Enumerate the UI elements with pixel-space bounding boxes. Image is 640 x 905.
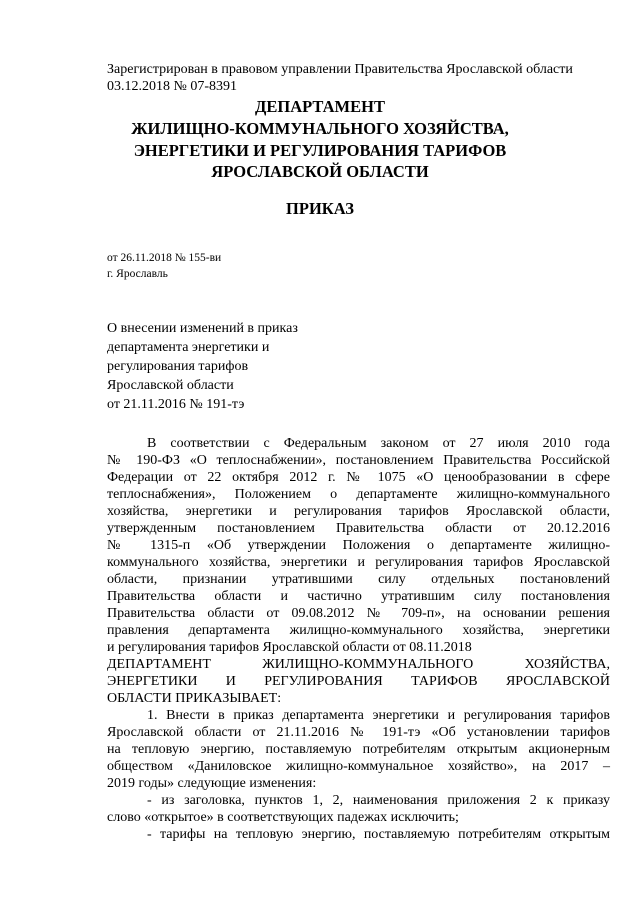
document-title: ПРИКАЗ [286,199,354,218]
body-line: коммунального хозяйства, энергетики и регулирования тарифов Ярославской [107,555,610,570]
body-line: № 1315-п «Об утверждении Положения о департаменте жилищно- [107,538,610,553]
body-line: слово «открытое» в соответствующих падежах исключить; [107,810,459,825]
body-line: Ярославской области от 21.11.2016 № 191-тэ «Об установлении тарифов [107,725,610,740]
registration-line-1: Зарегистрирован в правовом управлении Правительства Ярославской области [107,62,573,77]
body-line: Правительства области и частично утратившим силу постановления [107,589,610,604]
subject-line-5: от 21.11.2016 № 191-тэ [107,397,245,412]
subject-line-1: О внесении изменений в приказ [107,321,298,336]
subject-line-3: регулирования тарифов [107,359,249,374]
body-line: хозяйства, энергетики и регулирования тарифов Ярославской области, [107,504,610,519]
body-line: № 190-ФЗ «О теплоснабжении», постановлением Правительства Российской [107,453,610,468]
body-line: - из заголовка, пунктов 1, 2, наименования приложения 2 к приказу [147,793,610,808]
body-line: Федерации от 22 октября 2012 г. № 1075 «О ценообразовании в сфере [107,470,610,485]
body-line: 1. Внести в приказ департамента энергетики и регулирования тарифов [147,708,610,723]
body-line: ОБЛАСТИ ПРИКАЗЫВАЕТ: [107,691,282,706]
department-header-line-4: ЯРОСЛАВСКОЙ ОБЛАСТИ [211,162,429,181]
document-city: г. Ярославль [107,268,168,280]
registration-line-2: 03.12.2018 № 07-8391 [107,79,238,94]
body-line: и регулирования тарифов Ярославской области от 08.11.2018 [107,640,472,655]
body-line: области, признании утратившими силу отдельных постановлений [107,572,610,587]
body-line: обществом «Даниловское жилищно-коммунальное хозяйство», на 2017 – [107,759,610,774]
body-line: В соответствии с Федеральным законом от 27 июля 2010 года [147,436,610,451]
document-date: от 26.11.2018 № 155-ви [107,252,222,264]
body-line: - тарифы на тепловую энергию, поставляемую потребителям открытым [147,827,610,842]
department-header-line-3: ЭНЕРГЕТИКИ И РЕГУЛИРОВАНИЯ ТАРИФОВ [133,141,507,160]
body-line: 2019 годы» следующие изменения: [107,776,317,791]
subject-line-4: Ярославской области [107,378,234,393]
body-line: теплоснабжения», Положением о департаменте жилищно-коммунального [107,487,610,502]
subject-line-2: департамента энергетики и [107,340,270,355]
body-line: утвержденным постановлением Правительства области от 20.12.2016 [107,521,610,536]
body-line: ЭНЕРГЕТИКИ И РЕГУЛИРОВАНИЯ ТАРИФОВ ЯРОСЛАВСКОЙ [107,674,610,689]
body-line: правления департамента жилищно-коммунального хозяйства, энергетики [107,623,610,638]
body-line: ДЕПАРТАМЕНТ ЖИЛИЩНО-КОММУНАЛЬНОГО ХОЗЯЙСТВА, [107,657,610,672]
department-header-line-2: ЖИЛИЩНО-КОММУНАЛЬНОГО ХОЗЯЙСТВА, [131,119,509,138]
department-header-line-1: ДЕПАРТАМЕНТ [255,97,385,116]
body-line: на тепловую энергию, поставляемую потребителям открытым акционерным [107,742,610,757]
body-line: Правительства области от 09.08.2012 № 709-п», на основании решения [107,606,610,621]
